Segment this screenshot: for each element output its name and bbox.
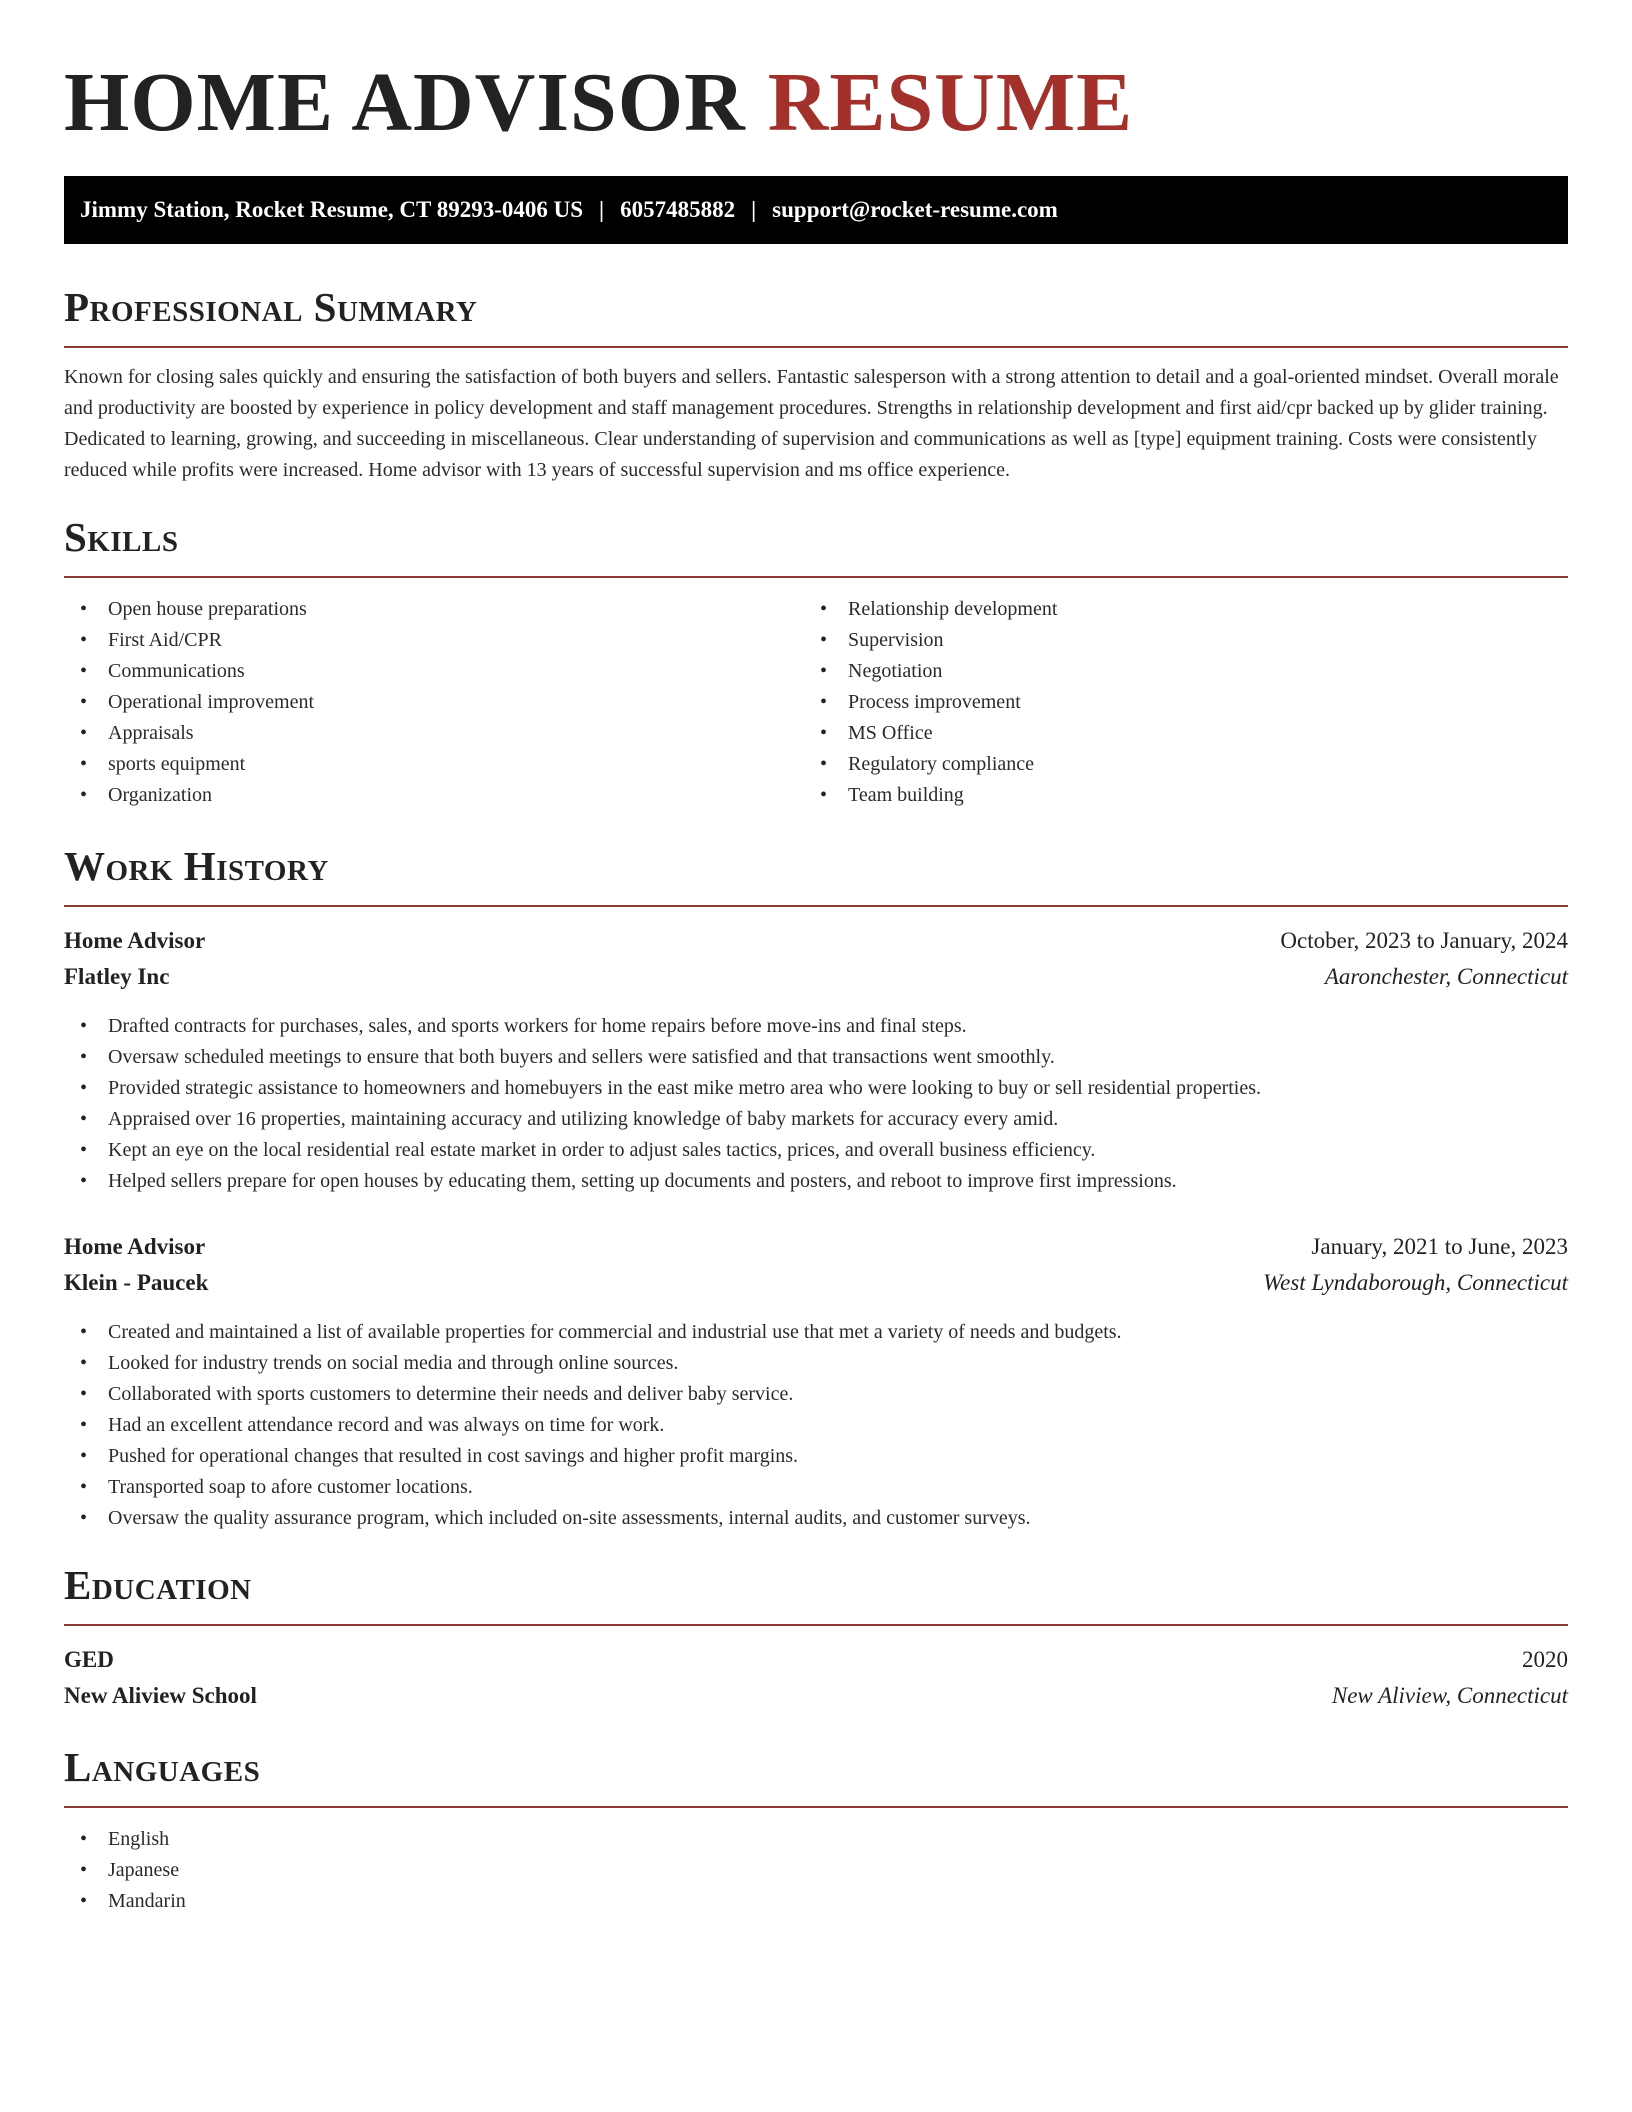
- job-company: Klein - Paucek: [64, 1270, 209, 1295]
- job-bullet: • Drafted contracts for purchases, sales, and sports workers for home repairs before move-ins and final steps.: [64, 1011, 1568, 1042]
- education-year: 2020: [1522, 1647, 1568, 1672]
- skills-section: [64, 514, 1568, 811]
- contact-phone: 6057485882: [620, 197, 736, 222]
- skill-item: • Regulatory compliance: [804, 749, 1544, 780]
- skill-item: • Appraisals: [64, 718, 804, 749]
- job-bullet: • Collaborated with sports customers to determine their needs and deliver baby service.: [64, 1379, 1568, 1410]
- work-heading: Work History: [64, 843, 329, 889]
- skill-item: • sports equipment: [64, 749, 804, 780]
- summary-section: [64, 284, 1568, 486]
- language-item: • Japanese: [64, 1855, 1568, 1886]
- job-bullet: • Kept an eye on the local residential real estate market in order to adjust sales tactics, prices, and overall business efficiency.: [64, 1135, 1568, 1166]
- contact-separator: |: [751, 197, 757, 222]
- summary-text: Known for closing sales quickly and ensuring the satisfaction of both buyers and sellers. Fantastic salesperson with a strong attention to detail and a goal-oriented mindset. Overall morale and productivity are boosted by experience in policy development and staff management procedures. Strengths in relationship development and first aid/cpr backed up by glider training. Dedicated to learning, growing, and succeeding in miscellaneous. Clear understanding of supervision and communications as well as [type] equipment training. Costs were consistently reduced while profits were increased. Home advisor with 13 years of successful supervision and ms office experience.: [64, 366, 1559, 481]
- job-bullet: • Provided strategic assistance to homeowners and homebuyers in the east mike metro area who were looking to buy or sell residential properties.: [64, 1073, 1568, 1104]
- education-location: New Aliview, Connecticut: [1331, 1683, 1568, 1708]
- education-section: [64, 1562, 1568, 1714]
- job-entry: [64, 923, 1568, 1197]
- section-divider: [64, 1806, 1568, 1808]
- skill-item: • MS Office: [804, 718, 1544, 749]
- summary-heading: Professional Summary: [64, 284, 478, 330]
- job-bullet-list: [64, 1011, 1568, 1197]
- skills-grid: [64, 594, 1568, 811]
- skills-list-left: [64, 594, 804, 811]
- language-item: • Mandarin: [64, 1886, 1568, 1917]
- skill-item: • Negotiation: [804, 656, 1544, 687]
- contact-bar: [64, 176, 1568, 244]
- job-title-row: [64, 923, 1568, 959]
- language-item: • English: [64, 1824, 1568, 1855]
- section-divider: [64, 346, 1568, 348]
- skill-item: • Supervision: [804, 625, 1544, 656]
- education-degree-row: [64, 1642, 1568, 1678]
- skill-item: • Open house preparations: [64, 594, 804, 625]
- work-section: [64, 843, 1568, 1534]
- job-bullet: • Had an excellent attendance record and was always on time for work.: [64, 1410, 1568, 1441]
- education-entry: [64, 1642, 1568, 1714]
- skill-item: • Relationship development: [804, 594, 1544, 625]
- education-heading: Education: [64, 1562, 252, 1608]
- job-title: Home Advisor: [64, 1234, 206, 1259]
- education-degree: GED: [64, 1647, 114, 1672]
- title-main: HOME ADVISOR: [64, 56, 746, 149]
- job-bullet-list: [64, 1317, 1568, 1534]
- job-bullet: • Oversaw the quality assurance program, which included on-site assessments, internal audits, and customer surveys.: [64, 1503, 1568, 1534]
- skill-item: • Organization: [64, 780, 804, 811]
- education-school: New Aliview School: [64, 1683, 257, 1708]
- job-bullet: • Transported soap to afore customer locations.: [64, 1472, 1568, 1503]
- job-bullet: • Created and maintained a list of available properties for commercial and industrial use that met a variety of needs and budgets.: [64, 1317, 1568, 1348]
- skills-list-right: [804, 594, 1544, 811]
- job-title: Home Advisor: [64, 928, 206, 953]
- skill-item: • Team building: [804, 780, 1544, 811]
- languages-list: [64, 1824, 1568, 1917]
- job-bullet: • Looked for industry trends on social media and through online sources.: [64, 1348, 1568, 1379]
- section-divider: [64, 576, 1568, 578]
- skill-item: • Operational improvement: [64, 687, 804, 718]
- skills-heading: Skills: [64, 514, 179, 560]
- languages-section: [64, 1744, 1568, 1917]
- title-accent: RESUME: [767, 56, 1134, 149]
- job-company-row: [64, 959, 1568, 995]
- job-bullet: • Oversaw scheduled meetings to ensure that both buyers and sellers were satisfied and that transactions went smoothly.: [64, 1042, 1568, 1073]
- section-divider: [64, 905, 1568, 907]
- job-location: West Lyndaborough, Connecticut: [1263, 1270, 1568, 1295]
- section-divider: [64, 1624, 1568, 1626]
- job-bullet: • Appraised over 16 properties, maintaining accuracy and utilizing knowledge of baby markets for accuracy every amid.: [64, 1104, 1568, 1135]
- skill-item: • First Aid/CPR: [64, 625, 804, 656]
- languages-heading: Languages: [64, 1744, 261, 1790]
- contact-email: support@rocket-resume.com: [772, 197, 1058, 222]
- job-bullet: • Pushed for operational changes that resulted in cost savings and higher profit margins.: [64, 1441, 1568, 1472]
- resume-title: [64, 0, 1568, 148]
- job-dates: January, 2021 to June, 2023: [1311, 1234, 1568, 1259]
- skill-item: • Communications: [64, 656, 804, 687]
- skill-item: • Process improvement: [804, 687, 1544, 718]
- job-bullet: • Helped sellers prepare for open houses by educating them, setting up documents and posters, and reboot to improve first impressions.: [64, 1166, 1568, 1197]
- job-company: Flatley Inc: [64, 964, 170, 989]
- contact-address: Jimmy Station, Rocket Resume, CT 89293-0406 US: [80, 197, 584, 222]
- job-dates: October, 2023 to January, 2024: [1280, 928, 1568, 953]
- job-entry: [64, 1229, 1568, 1534]
- contact-separator: |: [599, 197, 605, 222]
- job-location: Aaronchester, Connecticut: [1324, 964, 1568, 989]
- education-school-row: [64, 1678, 1568, 1714]
- job-company-row: [64, 1265, 1568, 1301]
- job-title-row: [64, 1229, 1568, 1265]
